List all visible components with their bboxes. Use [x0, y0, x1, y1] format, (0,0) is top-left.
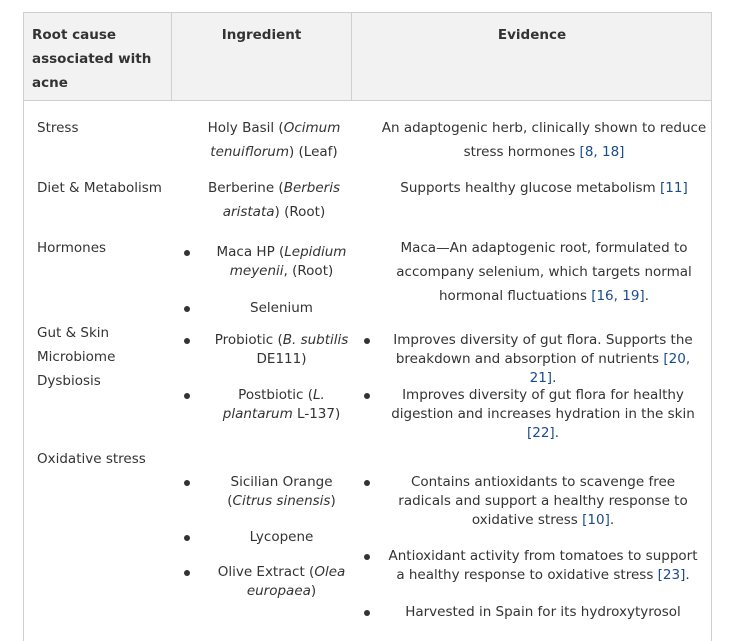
header-evidence: Evidence — [497, 27, 567, 43]
citation-link[interactable]: [20, 21] — [529, 351, 691, 386]
bullet-icon — [184, 393, 190, 399]
table-body: Stress Holy Basil (Ocimum tenuiflorum) (Leaf) An adaptogenic herb, clinically shown to reduce stress hormones [8, 18] Diet & Metabolism Berberine (Berberis aristata) (Root) Supports healthy glucose metabolism [11] Hormones Maca HP (Lepidium meyenii, (Root) Selenium Maca—An adaptogenic root, formulated to accompany selenium, which targets normal hormonal fluctuations [16, 19]. Gut & Skin Microbiome Dysbiosis Probiotic (B. subtilis DE111) Postbiotic (L. plantarum L-137) Improves diversity of gut flora. Supports the breakdown and absorption of nutrients [20, 21]. Improves diversity of gut flora for healthy digestion and increases hydration in the skin [22]. Oxidative stress Sicilian Orange (Citrus sinensis) Lycopene Olive Extract (Olea europaea) Contains antioxidants to scavenge free radicals and support a healthy response to oxidative stress [10]. Antioxidant activity from tomatoes to support a healthy response to oxidative stress [23]. Harvested in Spain for its hydroxytyrosol — [23, 101, 712, 641]
row-diet-ingredient: Berberine (Berberis aristata) (Root) — [207, 180, 341, 220]
bullet-icon — [184, 535, 190, 541]
row-stress-root-cause: Stress — [37, 120, 79, 136]
bullet-icon — [364, 393, 370, 399]
bullet-icon — [364, 554, 370, 560]
row-oxidative-root-cause: Oxidative stress — [37, 451, 146, 467]
bullet-icon — [364, 610, 370, 616]
header-ingredient: Ingredient — [172, 13, 352, 101]
row-diet-evidence: Supports healthy glucose metabolism [11] — [400, 180, 688, 196]
bullet-icon — [364, 338, 370, 344]
citation-link[interactable]: [11] — [660, 180, 688, 196]
table-header-row — [23, 12, 712, 101]
row-hormones-root-cause: Hormones — [37, 240, 107, 256]
bullet-icon — [184, 250, 190, 256]
row-stress-evidence: An adaptogenic herb, clinically shown to reduce stress hormones [8, 18] — [381, 120, 707, 160]
bullet-icon — [184, 338, 190, 344]
citation-link[interactable]: [16, 19] — [591, 288, 645, 304]
citation-link[interactable]: [10] — [582, 512, 610, 528]
bullet-icon — [184, 570, 190, 576]
bullet-icon — [184, 480, 190, 486]
bullet-icon — [364, 480, 370, 486]
citation-link[interactable]: [8, 18] — [579, 144, 625, 160]
row-hormones-evidence: Maca—An adaptogenic root, formulated to accompany selenium, which targets normal hormonal fluctuations [16, 19]. — [396, 240, 692, 304]
header-root-cause: Root cause associated with acne — [24, 13, 172, 101]
row-gut-root-cause: Gut & Skin Microbiome Dysbiosis — [37, 325, 116, 389]
bullet-icon — [184, 306, 190, 312]
row-diet-root-cause: Diet & Metabolism — [37, 180, 162, 196]
citation-link[interactable]: [23] — [657, 567, 686, 583]
acne-root-cause-table — [23, 12, 712, 632]
row-stress-ingredient: Holy Basil (Ocimum tenuiflorum) (Leaf) — [207, 120, 341, 160]
citation-link[interactable]: [22] — [526, 425, 555, 441]
